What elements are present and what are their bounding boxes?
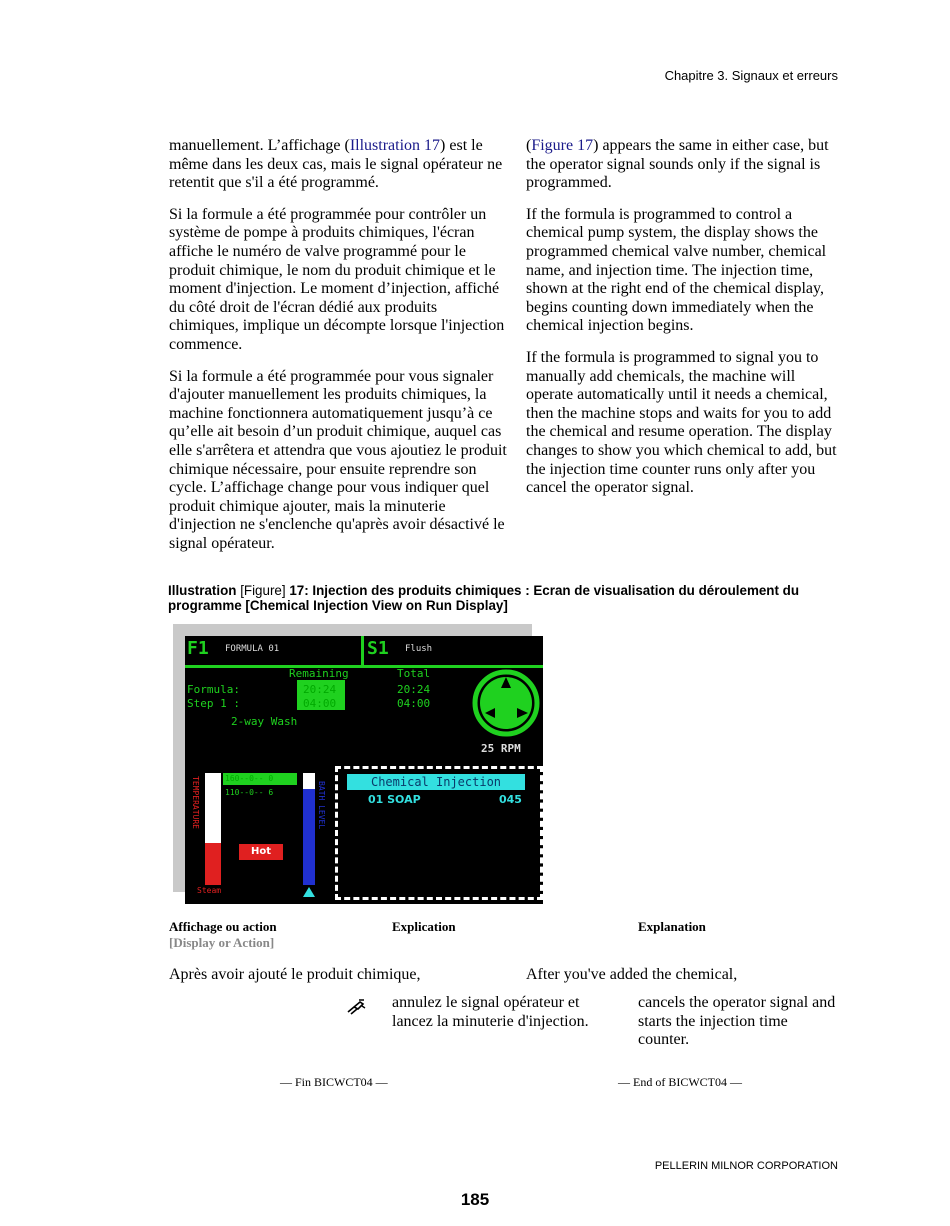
hot-badge: Hot bbox=[239, 844, 283, 860]
chemical-injection-title: Chemical Injection bbox=[347, 774, 525, 790]
english-paragraph-3: If the formula is programmed to signal you to manually add chemicals, the machine will operate automatically until it needs a chemical, then the machine stops and waits for you to add the chemical and resume operation. The display changes to show you which chemical to add, but the injection time counter runs only after you cancel the operator signal. bbox=[526, 348, 837, 497]
corporation-footer: PELLERIN MILNOR CORPORATION bbox=[654, 1160, 838, 1172]
chemical-name: 01 SOAP bbox=[368, 793, 421, 806]
remaining-step: 04:00 bbox=[303, 697, 337, 710]
temperature-bar-empty bbox=[205, 773, 221, 843]
page-number: 185 bbox=[460, 1190, 490, 1209]
run-display-screen bbox=[185, 636, 543, 904]
bath-level-label: BATH LEVEL bbox=[317, 781, 326, 830]
injection-time: 045 bbox=[499, 793, 522, 806]
col-explanation-header: Explanation bbox=[638, 919, 706, 934]
col-display-action-header: Affichage ou action bbox=[169, 919, 277, 934]
temperature-actual: 110--0-- 6 bbox=[225, 788, 274, 797]
screen-f1: F1 bbox=[187, 638, 209, 659]
chapter-header: Chapitre 3. Signaux et erreurs bbox=[664, 68, 838, 83]
english-paragraph-2: If the formula is programmed to control a chemical pump system, the display shows the programmed chemical valve number, chemical name, and injection time. The injection time, shown at the right end of the chemical display, begins counting down immediately when the chemical injection begins. bbox=[526, 205, 827, 335]
french-paragraph-1: manuellement. L’affichage (Illustration 17) est le même dans les deux cas, mais le signal opérateur ne retentit que s'il a été programmé. bbox=[169, 137, 503, 192]
english-paragraph-1: (Figure 17) appears the same in either case, but the operator signal sounds only if the signal is programmed. bbox=[526, 137, 829, 192]
steam-label: Steam bbox=[197, 886, 222, 895]
total-formula: 20:24 bbox=[397, 683, 431, 696]
temperature-bar-fill bbox=[205, 843, 221, 885]
explanation-en: cancels the operator signal and starts the injection time counter. bbox=[638, 994, 836, 1049]
french-column bbox=[169, 137, 509, 566]
figure-caption: Illustration [Figure] 17: Injection des produits chimiques : Ecran de visualisation du déroulement du programme [Chemical Injection View on Run Display] bbox=[168, 583, 800, 613]
formula-label: Formula: bbox=[187, 683, 240, 696]
screen-formula: FORMULA 01 bbox=[225, 644, 280, 654]
remaining-formula: 20:24 bbox=[303, 683, 337, 696]
signal-cancel-icon bbox=[346, 998, 366, 1016]
wash-type: 2-way Wash bbox=[231, 715, 298, 728]
explication-fr: annulez le signal opérateur et lancez la minuterie d'injection. bbox=[392, 994, 589, 1030]
row-intro-fr: Après avoir ajouté le produit chimique, bbox=[169, 966, 421, 983]
step-label: Step 1 : bbox=[187, 697, 240, 710]
col-explication-header: Explication bbox=[392, 919, 456, 934]
temperature-setpoint: 160--0-- 0 bbox=[225, 774, 274, 783]
level-indicator-icon bbox=[303, 887, 315, 897]
remaining-label: Remaining bbox=[289, 667, 349, 680]
temperature-label: TEMPERATURE bbox=[191, 776, 200, 829]
rpm-readout: 25 RPM bbox=[481, 742, 521, 755]
screen-step-name: Flush bbox=[405, 644, 433, 654]
illustration-link[interactable]: Illustration 17 bbox=[349, 137, 441, 154]
french-paragraph-3: Si la formule a été programmée pour vous signaler d'ajouter manuellement les produits chimiques, la machine fonctionnera automatiquement jusqu’à ce qu’elle ait besoin d’un produit chimique, auquel cas elle s'arrêtera et attendra que vous ajoutiez le produit chimique nécessaire, pour ensuite reprendre son cycle. L’affichage change pour vous indiquer quel produit chimique ajouter, mais la minuterie d'injection ne s'enclenche qu'après avoir désactivé le signal opérateur. bbox=[169, 367, 507, 552]
total-label: Total bbox=[397, 667, 431, 680]
end-marker-en: — End of BICWCT04 — bbox=[618, 1075, 742, 1089]
col-display-action-sub: [Display or Action] bbox=[169, 935, 275, 950]
cylinder-rotation-icon bbox=[471, 668, 541, 738]
figure-link[interactable]: Figure 17 bbox=[531, 137, 594, 154]
end-marker-fr: — Fin BICWCT04 — bbox=[280, 1075, 388, 1089]
english-column bbox=[526, 137, 844, 511]
screen-s1: S1 bbox=[367, 638, 389, 659]
french-paragraph-2: Si la formule a été programmée pour contrôler un système de pompe à produits chimiques, l'écran affiche le numéro de valve programmé pour le produit chimique, le nom du produit chimique et le moment d'injection. Le moment d’injection, affiché du côté droit de l'écran dédié aux produits chimiques, implique un décompte lorsque l'injection commence. bbox=[169, 205, 505, 353]
bath-level-bar bbox=[303, 789, 315, 885]
total-step: 04:00 bbox=[397, 697, 431, 710]
row-intro-en: After you've added the chemical, bbox=[526, 966, 738, 983]
